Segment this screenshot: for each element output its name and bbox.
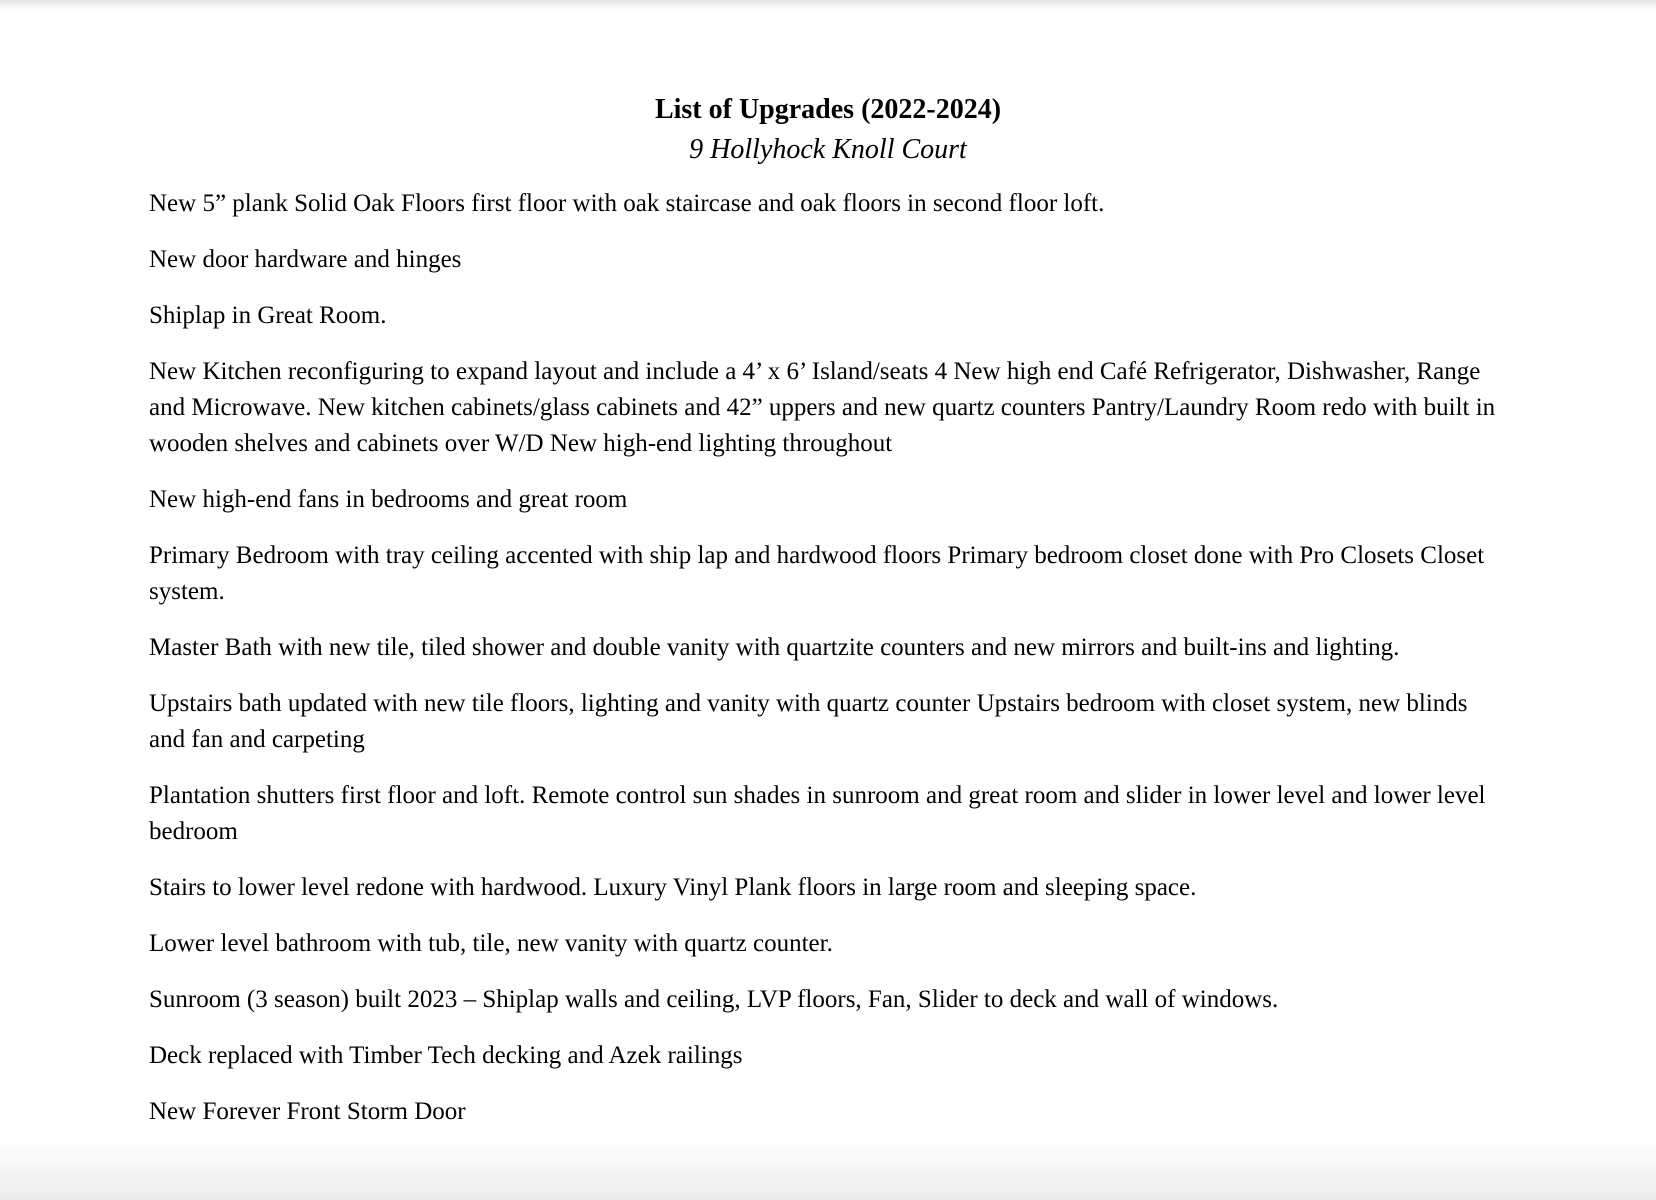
upgrade-item-primary-bedroom: Primary Bedroom with tray ceiling accented with ship lap and hardwood floors Primary bedroom closet done with Pro Closets Closet system. xyxy=(149,542,1485,605)
upgrade-item-lower-bathroom: Lower level bathroom with tub, tile, new vanity with quartz counter. xyxy=(149,930,833,957)
upgrade-list xyxy=(149,186,1509,1150)
upgrade-item-door-hardware: New door hardware and hinges xyxy=(149,246,462,273)
upgrade-item-shiplap: Shiplap in Great Room. xyxy=(149,302,387,329)
upgrade-item-deck: Deck replaced with Timber Tech decking and Azek railings xyxy=(149,1042,743,1069)
upgrade-item-floors: New 5” plank Solid Oak Floors first floor with oak staircase and oak floors in second floor loft. xyxy=(149,190,1105,217)
upgrade-item-fans: New high-end fans in bedrooms and great room xyxy=(149,486,628,513)
document-subtitle: 9 Hollyhock Knoll Court xyxy=(689,134,967,165)
upgrade-item-master-bath: Master Bath with new tile, tiled shower and double vanity with quartzite counters and new mirrors and built-ins and lighting. xyxy=(149,634,1400,661)
page-top-shadow xyxy=(0,0,1656,10)
upgrade-item-sunroom: Sunroom (3 season) built 2023 – Shiplap walls and ceiling, LVP floors, Fan, Slider to deck and wall of windows. xyxy=(149,986,1279,1013)
upgrade-item-upstairs-bath: Upstairs bath updated with new tile floors, lighting and vanity with quartz counter Upstairs bedroom with closet system, new blinds and fan and carpeting xyxy=(149,690,1468,753)
upgrade-item-kitchen: New Kitchen reconfiguring to expand layout and include a 4’ x 6’ Island/seats 4 New high end Café Refrigerator, Dishwasher, Range and Microwave. New kitchen cabinets/glass cabinets and 42” uppers and new quartz counters Pantry/Laundry Room redo with built in wooden shelves and cabinets over W/D New high-end lighting throughout xyxy=(149,358,1496,457)
upgrade-item-lower-stairs: Stairs to lower level redone with hardwood. Luxury Vinyl Plank floors in large room and sleeping space. xyxy=(149,874,1197,901)
document-title: List of Upgrades (2022-2024) xyxy=(654,94,1002,125)
page-bottom-shadow xyxy=(0,1140,1656,1200)
upgrade-item-shutters: Plantation shutters first floor and loft. Remote control sun shades in sunroom and great room and slider in lower level and lower level bedroom xyxy=(149,782,1486,845)
upgrade-item-storm-door: New Forever Front Storm Door xyxy=(149,1098,466,1125)
